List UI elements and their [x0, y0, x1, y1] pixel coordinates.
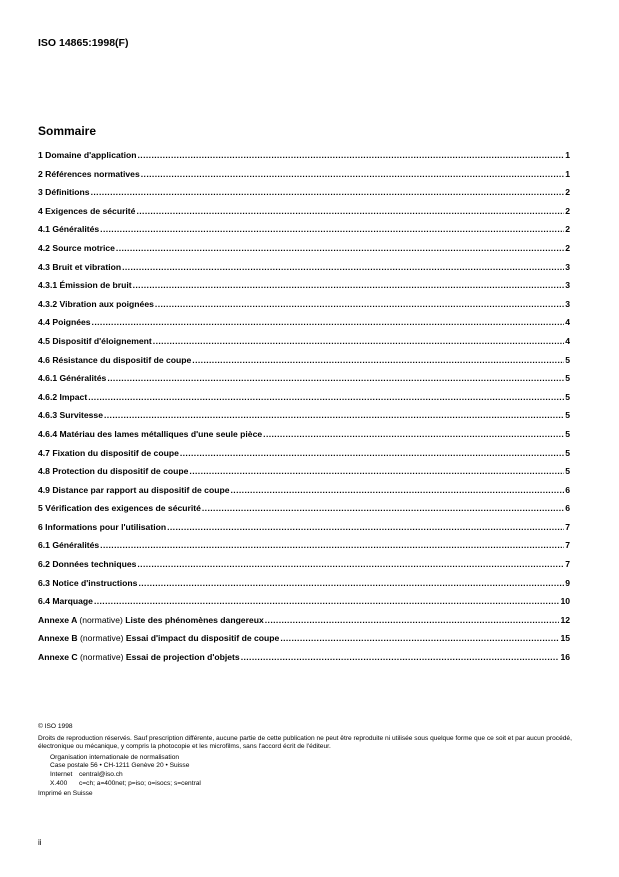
toc-entry[interactable] — [38, 410, 570, 429]
toc-annex-label — [38, 633, 279, 643]
toc-entry[interactable] — [38, 596, 570, 615]
toc-annex-entry[interactable] — [38, 652, 570, 671]
toc-entry-page: 10 — [560, 596, 570, 607]
toc-entry-label: 4.2 Source motrice — [38, 242, 115, 253]
toc-dot-leader — [153, 336, 564, 346]
toc-entry[interactable] — [38, 224, 570, 243]
toc-entry-label: 4.7 Fixation du dispositif de coupe — [38, 447, 179, 458]
toc-entry-label: 4.6.1 Généralités — [38, 373, 107, 384]
copyright-notice: Droits de reproduction réservés. Sauf prescription différente, aucune partie de cette publication ne peut être reproduite ni utilisée sous quelque forme que ce soit et par aucun procédé, électronique ou mécanique, y compris la photocopie et les microfilms, sans l'accord écrit de l'éditeur. — [38, 734, 572, 751]
toc-entry-label: 4.6.2 Impact — [38, 391, 88, 402]
toc-dot-leader — [107, 373, 564, 383]
toc-entry[interactable] — [38, 280, 570, 299]
toc-entry-page: 7 — [565, 540, 570, 551]
toc-entry[interactable] — [38, 522, 570, 541]
toc-entry[interactable] — [38, 503, 570, 522]
toc-entry-page: 4 — [565, 317, 570, 328]
toc-entry-page: 9 — [565, 577, 570, 588]
toc-entry-page: 2 — [565, 224, 570, 235]
toc-entry-label: 6.2 Données techniques — [38, 559, 137, 570]
toc-entry-page: 12 — [560, 614, 570, 625]
publisher-address — [50, 754, 573, 788]
toc-entry-label: 4 Exigences de sécurité — [38, 205, 136, 216]
toc-dot-leader — [167, 522, 564, 532]
toc-entry-page: 5 — [565, 466, 570, 477]
toc-entry-page: 15 — [560, 633, 570, 644]
table-of-contents — [38, 150, 570, 671]
toc-entry-page: 1 — [565, 150, 570, 160]
toc-entry-page: 6 — [565, 503, 570, 514]
toc-entry-label: 4.3.2 Vibration aux poignées — [38, 298, 154, 309]
toc-dot-leader — [91, 187, 565, 197]
toc-annex-label — [38, 615, 264, 625]
toc-entry[interactable] — [38, 448, 570, 467]
toc-dot-leader — [100, 224, 564, 234]
toc-dot-leader — [137, 559, 564, 569]
toc-entry-page: 2 — [565, 187, 570, 198]
toc-entry-label: 4.3.1 Émission de bruit — [38, 280, 132, 291]
annex-title: Liste des phénomènes dangereux — [125, 614, 264, 625]
toc-dot-leader — [94, 596, 560, 606]
toc-entry-label: 4.5 Dispositif d'éloignement — [38, 335, 152, 346]
toc-entry[interactable] — [38, 540, 570, 559]
toc-dot-leader — [88, 392, 564, 402]
toc-dot-leader — [155, 299, 564, 309]
toc-entry-page: 6 — [565, 484, 570, 495]
toc-dot-leader — [280, 633, 559, 643]
toc-dot-leader — [241, 652, 560, 662]
toc-entry-page: 3 — [565, 261, 570, 272]
toc-entry-label: 2 Références normatives — [38, 168, 140, 179]
copyright-block — [38, 723, 573, 799]
toc-dot-leader — [100, 540, 564, 550]
toc-entry-page: 1 — [565, 168, 570, 179]
toc-entry-page: 2 — [565, 242, 570, 253]
printed-in: Imprimé en Suisse — [38, 790, 93, 798]
toc-entry-label: 4.6.3 Survitesse — [38, 410, 103, 421]
toc-entry[interactable] — [38, 466, 570, 485]
toc-dot-leader — [138, 150, 565, 160]
toc-entry-label: 6.3 Notice d'instructions — [38, 577, 138, 588]
document-id: ISO 14865:1998(F) — [38, 37, 129, 49]
annex-prefix: Annexe B — [38, 633, 78, 644]
annex-prefix: Annexe C — [38, 652, 78, 663]
internet-label: Internet — [50, 770, 73, 778]
toc-dot-leader — [189, 466, 564, 476]
toc-entry-label: 4.4 Poignées — [38, 317, 91, 328]
annex-title: Essai d'impact du dispositif de coupe — [125, 633, 280, 644]
toc-entry[interactable] — [38, 578, 570, 597]
toc-dot-leader — [92, 317, 565, 327]
toc-dot-leader — [192, 355, 564, 365]
toc-entry[interactable] — [38, 392, 570, 411]
toc-entry-label: 3 Définitions — [38, 187, 90, 198]
toc-entry-label: 4.6 Résistance du dispositif de coupe — [38, 354, 192, 365]
toc-entry[interactable] — [38, 150, 570, 169]
toc-annex-entry[interactable] — [38, 615, 570, 634]
x400-row — [50, 780, 573, 789]
toc-entry-label: 1 Domaine d'application — [38, 150, 137, 160]
annex-status: (normative) — [80, 633, 124, 644]
toc-dot-leader — [133, 280, 565, 290]
toc-entry-page: 3 — [565, 298, 570, 309]
x400-value: c=ch; a=400net; p=iso; o=isocs; s=central — [79, 779, 201, 787]
toc-entry-page: 5 — [565, 428, 570, 439]
contents-heading: Sommaire — [38, 124, 97, 138]
toc-entry-page: 4 — [565, 335, 570, 346]
toc-entry[interactable] — [38, 559, 570, 578]
toc-entry-page: 5 — [565, 354, 570, 365]
toc-entry-page: 7 — [565, 559, 570, 570]
toc-entry-page: 5 — [565, 373, 570, 384]
toc-entry[interactable] — [38, 169, 570, 188]
annex-prefix: Annexe A — [38, 614, 77, 625]
annex-status: (normative) — [79, 614, 123, 625]
toc-entry[interactable] — [38, 429, 570, 448]
toc-entry-label: 4.3 Bruit et vibration — [38, 261, 122, 272]
toc-entry-label: 6.4 Marquage — [38, 596, 93, 607]
toc-entry[interactable] — [38, 336, 570, 355]
toc-entry-page: 5 — [565, 447, 570, 458]
toc-entry-label: 6 Informations pour l'utilisation — [38, 521, 167, 532]
toc-entry[interactable] — [38, 317, 570, 336]
toc-dot-leader — [136, 206, 564, 216]
toc-dot-leader — [231, 485, 565, 495]
toc-entry[interactable] — [38, 262, 570, 281]
annex-status: (normative) — [80, 652, 124, 663]
organisation-name: Organisation internationale de normalisation — [50, 753, 180, 761]
internet-value: central@iso.ch — [79, 770, 123, 778]
toc-entry-page: 5 — [565, 410, 570, 421]
annex-title: Essai de projection d'objets — [125, 652, 240, 663]
copyright-line: © ISO 1998 — [38, 723, 73, 730]
toc-dot-leader — [265, 615, 560, 625]
toc-dot-leader — [202, 503, 564, 513]
toc-dot-leader — [104, 410, 564, 420]
toc-entry-page: 7 — [565, 521, 570, 532]
toc-entry[interactable] — [38, 243, 570, 262]
toc-entry[interactable] — [38, 206, 570, 225]
toc-dot-leader — [122, 262, 564, 272]
toc-dot-leader — [263, 429, 564, 439]
toc-dot-leader — [116, 243, 564, 253]
toc-entry[interactable] — [38, 355, 570, 374]
toc-dot-leader — [180, 448, 564, 458]
toc-entry[interactable] — [38, 373, 570, 392]
toc-entry[interactable] — [38, 187, 570, 206]
toc-entry-label: 4.9 Distance par rapport au dispositif de coupe — [38, 484, 230, 495]
toc-entry-label: 4.1 Généralités — [38, 224, 100, 235]
toc-entry-label: 4.8 Protection du dispositif de coupe — [38, 466, 189, 477]
postal-address: Case postale 56 • CH-1211 Genève 20 • Suisse — [50, 762, 190, 770]
toc-annex-entry[interactable] — [38, 633, 570, 652]
toc-entry[interactable] — [38, 485, 570, 504]
toc-entry[interactable] — [38, 299, 570, 318]
page-number: ii — [38, 838, 42, 847]
toc-entry-label: 4.6.4 Matériau des lames métalliques d'une seule pièce — [38, 428, 263, 439]
toc-dot-leader — [138, 578, 564, 588]
toc-dot-leader — [141, 169, 564, 179]
toc-entry-page: 16 — [560, 652, 570, 663]
toc-entry-page: 5 — [565, 391, 570, 402]
toc-entry-label: 6.1 Généralités — [38, 540, 100, 551]
toc-entry-label: 5 Vérification des exigences de sécurité — [38, 503, 201, 514]
toc-entry-page: 2 — [565, 205, 570, 216]
internet-row — [50, 771, 573, 780]
x400-label: X.400 — [50, 779, 68, 787]
toc-annex-label — [38, 652, 240, 662]
toc-entry-page: 3 — [565, 280, 570, 291]
